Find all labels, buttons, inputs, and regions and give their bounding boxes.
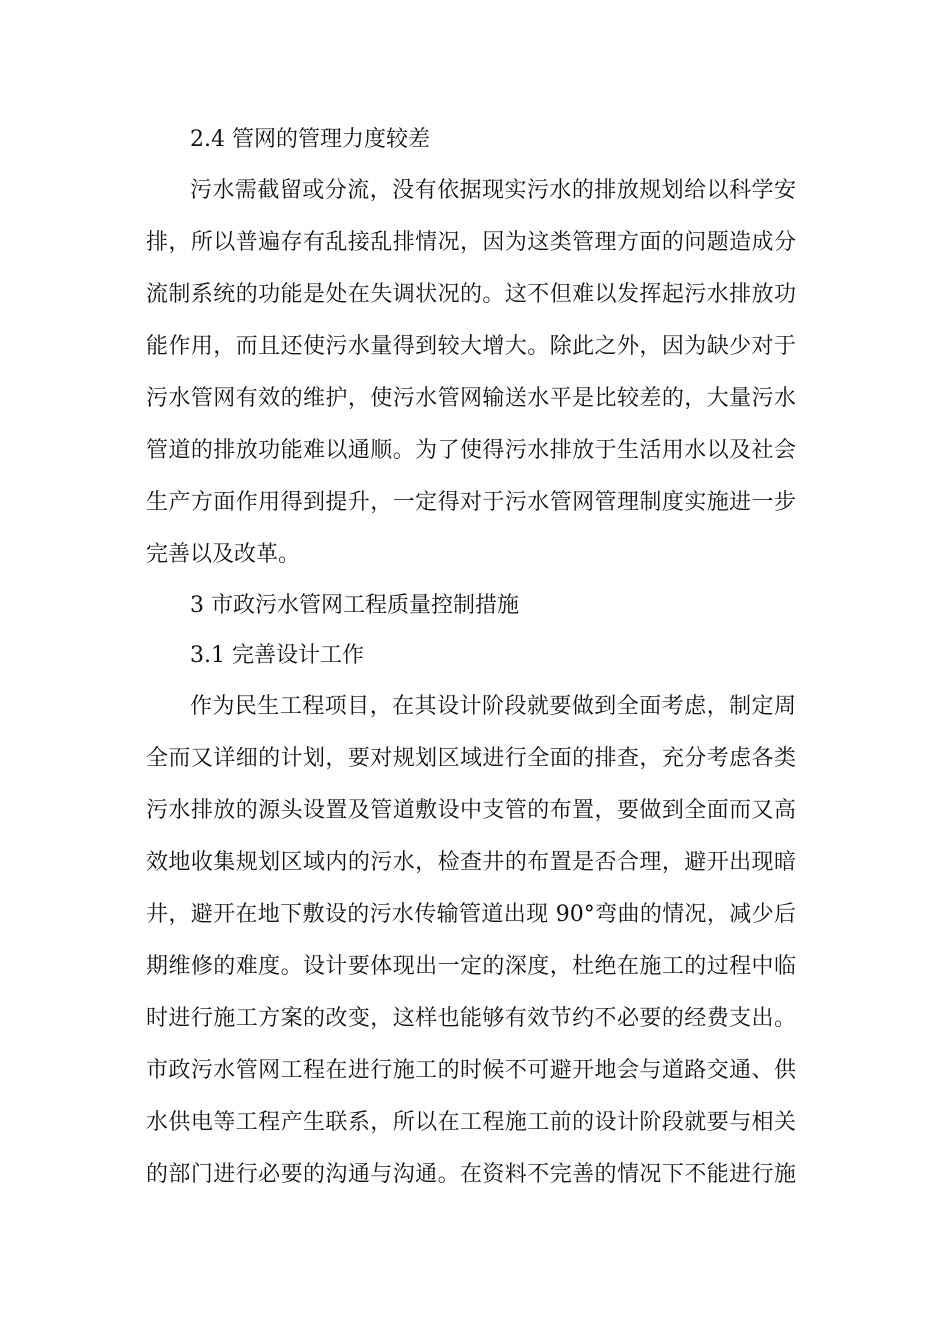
text-line: 期维修的难度。设计要体现出一定的深度，杜绝在施工的过程中临 xyxy=(146,954,796,979)
document-body xyxy=(146,115,796,1201)
paragraph-management xyxy=(146,165,796,581)
paragraph-design xyxy=(146,681,796,1201)
section-heading-2-4: 2.4 管网的管理力度较差 xyxy=(190,127,430,152)
text-line: 流制系统的功能是处在失调状况的。这不但难以发挥起污水排放功 xyxy=(146,282,796,307)
text-line: 生产方面作用得到提升，一定得对于污水管网管理制度实施进一步 xyxy=(146,490,796,515)
text-line: 的部门进行必要的沟通与沟通。在资料不完善的情况下不能进行施 xyxy=(146,1162,796,1187)
section-heading-3: 3 市政污水管网工程质量控制措施 xyxy=(190,593,519,618)
text-line: 时进行施工方案的改变，这样也能够有效节约不必要的经费支出。 xyxy=(146,1006,796,1031)
text-line: 全而又详细的计划，要对规划区域进行全面的排查，充分考虑各类 xyxy=(146,746,796,771)
text-line: 污水排放的源头设置及管道敷设中支管的布置，要做到全面而又高 xyxy=(146,798,796,823)
text-line: 管道的排放功能难以通顺。为了使得污水排放于生活用水以及社会 xyxy=(146,438,796,463)
text-line: 排，所以普遍存有乱接乱排情况，因为这类管理方面的问题造成分 xyxy=(146,230,796,255)
text-line: 效地收集规划区域内的污水，检查井的布置是否合理，避开出现暗 xyxy=(146,850,796,875)
text-line: 污水管网有效的维护，使污水管网输送水平是比较差的，大量污水 xyxy=(146,386,796,411)
text-line: 水供电等工程产生联系，所以在工程施工前的设计阶段就要与相关 xyxy=(146,1110,796,1135)
text-line: 能作用，而且还使污水量得到较大增大。除此之外，因为缺少对于 xyxy=(146,334,796,359)
section-heading-3-1: 3.1 完善设计工作 xyxy=(190,643,364,668)
text-line: 污水需截留或分流，没有依据现实污水的排放规划给以科学安 xyxy=(190,178,796,203)
text-line: 井，避开在地下敷设的污水传输管道出现 90°弯曲的情况，减少后 xyxy=(146,902,796,927)
text-line: 作为民生工程项目，在其设计阶段就要做到全面考虑，制定周 xyxy=(190,694,796,719)
text-line: 市政污水管网工程在进行施工的时候不可避开地会与道路交通、供 xyxy=(146,1058,796,1083)
text-line: 完善以及改革。 xyxy=(146,542,301,567)
